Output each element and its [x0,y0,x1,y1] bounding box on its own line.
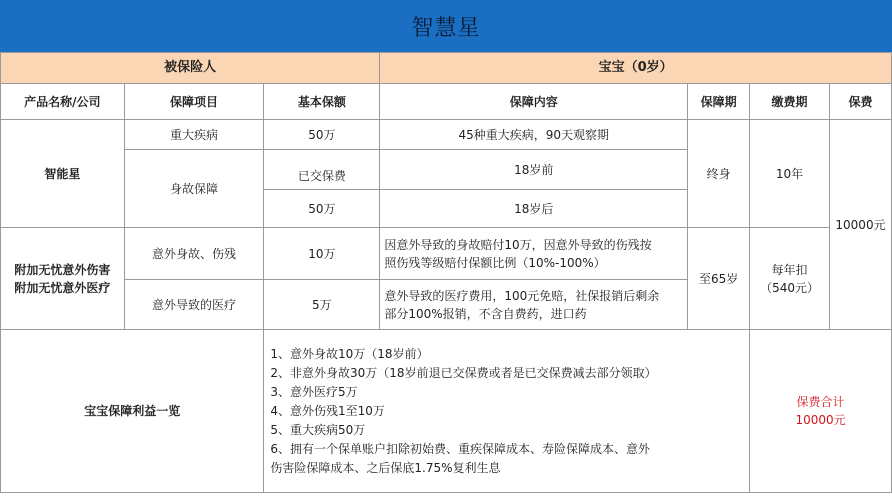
amount-cell: 已交保费 [264,150,380,190]
content-line: 意外导致的医疗费用，100元免赔，社保报销后剩余 [384,288,660,303]
summary-list [264,330,750,493]
premium-total-line: 10000元 [795,413,846,427]
content-cell: 45种重大疾病，90天观察期 [380,120,688,150]
page-title: 智慧星 [411,15,481,41]
product-addon-name-line: 附加无忧意外伤害 [14,262,111,277]
amount-cell: 50万 [264,120,380,150]
insured-label: 被保险人 [1,53,380,84]
content-cell: 18岁后 [380,190,688,228]
header-item: 保障项目 [124,84,264,120]
table-row [1,228,892,280]
header-content: 保障内容 [380,84,688,120]
table-row [1,120,892,150]
insurance-table [0,52,892,493]
content-cell: 18岁前 [380,150,688,190]
premium-total-line: 保费合计 [796,395,845,409]
header-period: 保障期 [688,84,750,120]
item-cell: 意外导致的医疗 [124,280,264,330]
pay-period-line: 每年扣 [771,262,808,277]
header-amount: 基本保额 [264,84,380,120]
item-cell: 身故保障 [124,150,264,228]
content-cell [380,228,688,280]
summary-line: 5、重大疾病50万 [270,422,366,437]
premium-total [750,330,892,493]
summary-line: 1、意外身故10万（18岁前） [270,346,429,361]
content-line: 因意外导致的身故赔付10万，因意外导致的伤残按 [384,237,652,252]
content-line: 部分100%报销，不含自费药，进口药 [384,306,587,321]
summary-line: 3、意外医疗5万 [270,384,358,399]
pay-period-main: 10年 [750,120,830,228]
header-pay-period: 缴费期 [750,84,830,120]
product-addon-name [1,228,125,330]
insured-row [1,53,892,84]
summary-label: 宝宝保障利益一览 [1,330,264,493]
item-cell: 意外身故、伤残 [124,228,264,280]
summary-line: 2、非意外身故30万（18岁前退已交保费或者是已交保费减去部分领取） [270,365,657,380]
insured-value: 宝宝（0岁） [380,53,892,84]
pay-period-line: （540元） [760,280,819,295]
header-product: 产品名称/公司 [1,84,125,120]
summary-line: 4、意外伤残1至10万 [270,403,385,418]
header-premium: 保费 [830,84,892,120]
period-main: 终身 [688,120,750,228]
summary-row [1,330,892,493]
content-line: 照伤残等级赔付保额比例（10%-100%） [384,255,606,270]
title-bar [0,0,892,52]
summary-line: 6、拥有一个保单账户扣除初始费、重疾保障成本、寿险保障成本、意外 [270,441,651,456]
content-cell [380,280,688,330]
premium-cell: 10000元 [830,120,892,330]
amount-cell: 10万 [264,228,380,280]
amount-cell: 50万 [264,190,380,228]
summary-line: 伤害险保障成本、之后保底1.75%复利生息 [270,460,501,475]
amount-cell: 5万 [264,280,380,330]
header-row [1,84,892,120]
product-main-name: 智能星 [1,120,125,228]
period-addon: 至65岁 [688,228,750,330]
product-addon-name-line: 附加无忧意外医疗 [14,280,111,295]
pay-period-addon [750,228,830,330]
item-cell: 重大疾病 [124,120,264,150]
